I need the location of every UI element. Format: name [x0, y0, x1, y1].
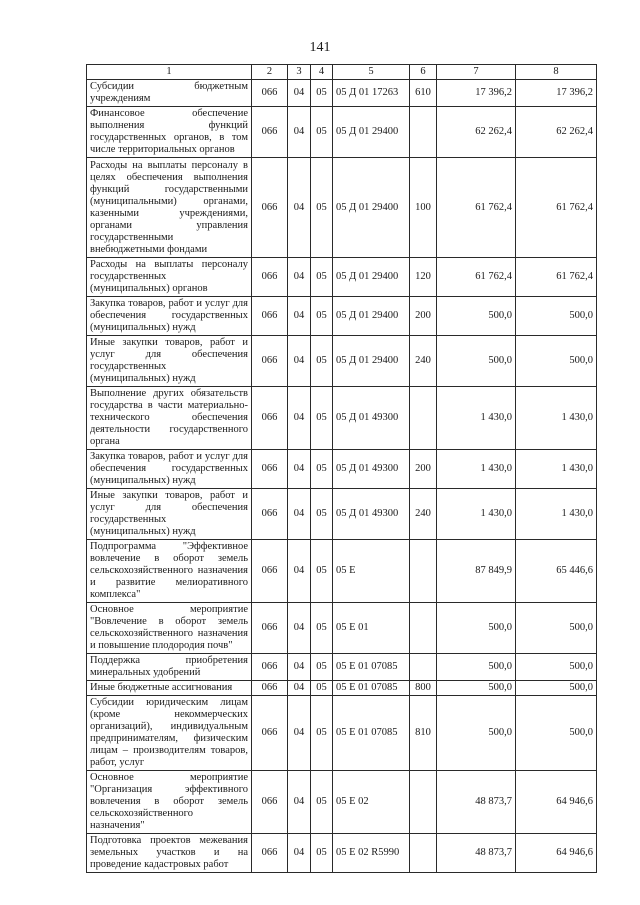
cell-amount-year2: 62 262,4: [516, 107, 597, 158]
page-number: 141: [309, 40, 331, 55]
cell-subsection: 05: [311, 834, 333, 873]
table-row: [87, 834, 597, 873]
cell-amount-year1: 62 262,4: [437, 107, 516, 158]
table-row: [87, 336, 597, 387]
cell-ministry: 066: [252, 603, 288, 654]
row-name-cell: Иные бюджетные ассигнования: [87, 681, 252, 696]
cell-amount-year2: 61 762,4: [516, 158, 597, 258]
cell-section: 04: [288, 540, 311, 603]
cell-subsection: 05: [311, 336, 333, 387]
table-row: [87, 540, 597, 603]
table-row: [87, 450, 597, 489]
cell-amount-year1: 500,0: [437, 336, 516, 387]
cell-amount-year2: 500,0: [516, 603, 597, 654]
cell-subsection: 05: [311, 696, 333, 771]
table-row: [87, 387, 597, 450]
header-cell: 1: [87, 65, 252, 80]
cell-target-article: 05 Д 01 29400: [333, 297, 410, 336]
cell-target-article: 05 Е 01 07085: [333, 654, 410, 681]
cell-target-article: 05 Е: [333, 540, 410, 603]
cell-expense-type: 240: [410, 489, 437, 540]
row-name-cell: Закупка товаров, работ и услуг для обеспечения государственных (муниципальных) нужд: [87, 297, 252, 336]
table-row: [87, 258, 597, 297]
cell-amount-year1: 61 762,4: [437, 258, 516, 297]
cell-amount-year2: 1 430,0: [516, 387, 597, 450]
cell-expense-type: 100: [410, 158, 437, 258]
cell-expense-type: 610: [410, 80, 437, 107]
cell-section: 04: [288, 450, 311, 489]
cell-subsection: 05: [311, 387, 333, 450]
row-name-cell: Субсидии бюджетным учреждениям: [87, 80, 252, 107]
row-name-cell: Субсидии юридическим лицам (кроме некоммерческих организаций), индивидуальным предпринимателям, физическим лицам – производителям товаров, работ, услуг: [87, 696, 252, 771]
cell-ministry: 066: [252, 654, 288, 681]
cell-ministry: 066: [252, 489, 288, 540]
header-row: [87, 65, 597, 80]
cell-subsection: 05: [311, 80, 333, 107]
cell-amount-year2: 64 946,6: [516, 834, 597, 873]
header-cell: 2: [252, 65, 288, 80]
cell-expense-type: [410, 107, 437, 158]
cell-section: 04: [288, 387, 311, 450]
cell-expense-type: 810: [410, 696, 437, 771]
cell-subsection: 05: [311, 654, 333, 681]
cell-section: 04: [288, 258, 311, 297]
cell-amount-year2: 500,0: [516, 336, 597, 387]
row-name-cell: Финансовое обеспечение выполнения функций государственных органов, в том числе территориальных органов: [87, 107, 252, 158]
table-row: [87, 696, 597, 771]
row-name-cell: Иные закупки товаров, работ и услуг для обеспечения государственных (муниципальных) нужд: [87, 336, 252, 387]
cell-subsection: 05: [311, 681, 333, 696]
row-name-cell: Расходы на выплаты персоналу государственных (муниципальных) органов: [87, 258, 252, 297]
cell-section: 04: [288, 489, 311, 540]
cell-section: 04: [288, 771, 311, 834]
cell-section: 04: [288, 80, 311, 107]
cell-amount-year2: 500,0: [516, 297, 597, 336]
cell-section: 04: [288, 834, 311, 873]
row-name-cell: Поддержка приобретения минеральных удобрений: [87, 654, 252, 681]
table-row: [87, 771, 597, 834]
cell-subsection: 05: [311, 540, 333, 603]
cell-target-article: 05 Д 01 29400: [333, 336, 410, 387]
row-name-cell: Выполнение других обязательств государства в части материально-технического обеспечения деятельности государственного органа: [87, 387, 252, 450]
cell-target-article: 05 Е 01 07085: [333, 681, 410, 696]
cell-amount-year2: 64 946,6: [516, 771, 597, 834]
cell-target-article: 05 Д 01 29400: [333, 258, 410, 297]
cell-section: 04: [288, 297, 311, 336]
cell-section: 04: [288, 654, 311, 681]
cell-amount-year1: 500,0: [437, 696, 516, 771]
cell-subsection: 05: [311, 771, 333, 834]
cell-amount-year1: 17 396,2: [437, 80, 516, 107]
table-row: [87, 654, 597, 681]
cell-expense-type: 240: [410, 336, 437, 387]
row-name-cell: Основное мероприятие "Организация эффективного вовлечения в оборот земель сельскохозяйственного назначения": [87, 771, 252, 834]
table-row: [87, 158, 597, 258]
cell-amount-year2: 17 396,2: [516, 80, 597, 107]
cell-subsection: 05: [311, 489, 333, 540]
cell-amount-year2: 500,0: [516, 696, 597, 771]
cell-target-article: 05 Е 02: [333, 771, 410, 834]
row-name-cell: Закупка товаров, работ и услуг для обеспечения государственных (муниципальных) нужд: [87, 450, 252, 489]
cell-ministry: 066: [252, 107, 288, 158]
cell-expense-type: [410, 654, 437, 681]
header-cell: 8: [516, 65, 597, 80]
cell-target-article: 05 Е 01 07085: [333, 696, 410, 771]
cell-amount-year1: 1 430,0: [437, 489, 516, 540]
table-row: [87, 489, 597, 540]
table-row: [87, 603, 597, 654]
cell-expense-type: 120: [410, 258, 437, 297]
header-cell: 7: [437, 65, 516, 80]
cell-target-article: 05 Д 01 17263: [333, 80, 410, 107]
header-cell: 5: [333, 65, 410, 80]
cell-expense-type: [410, 834, 437, 873]
cell-amount-year2: 65 446,6: [516, 540, 597, 603]
cell-expense-type: [410, 771, 437, 834]
cell-ministry: 066: [252, 696, 288, 771]
cell-amount-year1: 500,0: [437, 297, 516, 336]
cell-section: 04: [288, 336, 311, 387]
row-name-cell: Расходы на выплаты персоналу в целях обеспечения выполнения функций государственными (муниципальными) органами, казенными учреждениями, органами управления государственными внебюджетными фондами: [87, 158, 252, 258]
cell-amount-year1: 500,0: [437, 603, 516, 654]
header-cell: 6: [410, 65, 437, 80]
cell-section: 04: [288, 696, 311, 771]
cell-subsection: 05: [311, 450, 333, 489]
cell-amount-year1: 48 873,7: [437, 771, 516, 834]
header-cell: 4: [311, 65, 333, 80]
cell-expense-type: 200: [410, 297, 437, 336]
cell-target-article: 05 Д 01 29400: [333, 107, 410, 158]
cell-subsection: 05: [311, 297, 333, 336]
cell-amount-year2: 1 430,0: [516, 489, 597, 540]
cell-amount-year1: 1 430,0: [437, 387, 516, 450]
header-cell: 3: [288, 65, 311, 80]
cell-ministry: 066: [252, 258, 288, 297]
table-row: [87, 297, 597, 336]
cell-ministry: 066: [252, 540, 288, 603]
cell-amount-year2: 500,0: [516, 654, 597, 681]
table-row: [87, 107, 597, 158]
row-name-cell: Иные закупки товаров, работ и услуг для обеспечения государственных (муниципальных) нужд: [87, 489, 252, 540]
cell-amount-year1: 48 873,7: [437, 834, 516, 873]
cell-subsection: 05: [311, 107, 333, 158]
cell-ministry: 066: [252, 834, 288, 873]
cell-amount-year1: 61 762,4: [437, 158, 516, 258]
cell-target-article: 05 Д 01 49300: [333, 387, 410, 450]
cell-expense-type: 200: [410, 450, 437, 489]
cell-amount-year1: 500,0: [437, 654, 516, 681]
cell-ministry: 066: [252, 681, 288, 696]
cell-amount-year2: 61 762,4: [516, 258, 597, 297]
cell-target-article: 05 Д 01 29400: [333, 158, 410, 258]
cell-section: 04: [288, 107, 311, 158]
table-row: [87, 681, 597, 696]
cell-amount-year1: 1 430,0: [437, 450, 516, 489]
cell-ministry: 066: [252, 336, 288, 387]
cell-subsection: 05: [311, 158, 333, 258]
budget-table: [86, 64, 597, 873]
cell-ministry: 066: [252, 450, 288, 489]
row-name-cell: Подпрограмма "Эффективное вовлечение в оборот земель сельскохозяйственного назначения и развитие мелиоративного комплекса": [87, 540, 252, 603]
cell-ministry: 066: [252, 158, 288, 258]
table-row: [87, 80, 597, 107]
cell-expense-type: [410, 387, 437, 450]
cell-subsection: 05: [311, 603, 333, 654]
cell-ministry: 066: [252, 297, 288, 336]
cell-amount-year1: 500,0: [437, 681, 516, 696]
cell-target-article: 05 Д 01 49300: [333, 489, 410, 540]
cell-target-article: 05 Е 02 R5990: [333, 834, 410, 873]
cell-section: 04: [288, 603, 311, 654]
cell-ministry: 066: [252, 80, 288, 107]
cell-subsection: 05: [311, 258, 333, 297]
cell-target-article: 05 Д 01 49300: [333, 450, 410, 489]
cell-ministry: 066: [252, 771, 288, 834]
row-name-cell: Подготовка проектов межевания земельных участков и на проведение кадастровых работ: [87, 834, 252, 873]
cell-expense-type: 800: [410, 681, 437, 696]
cell-target-article: 05 Е 01: [333, 603, 410, 654]
cell-amount-year2: 1 430,0: [516, 450, 597, 489]
cell-ministry: 066: [252, 387, 288, 450]
cell-expense-type: [410, 540, 437, 603]
cell-amount-year2: 500,0: [516, 681, 597, 696]
row-name-cell: Основное мероприятие "Вовлечение в оборот земель сельскохозяйственного назначения и повышение плодородия почв": [87, 603, 252, 654]
cell-section: 04: [288, 681, 311, 696]
cell-expense-type: [410, 603, 437, 654]
cell-section: 04: [288, 158, 311, 258]
cell-amount-year1: 87 849,9: [437, 540, 516, 603]
